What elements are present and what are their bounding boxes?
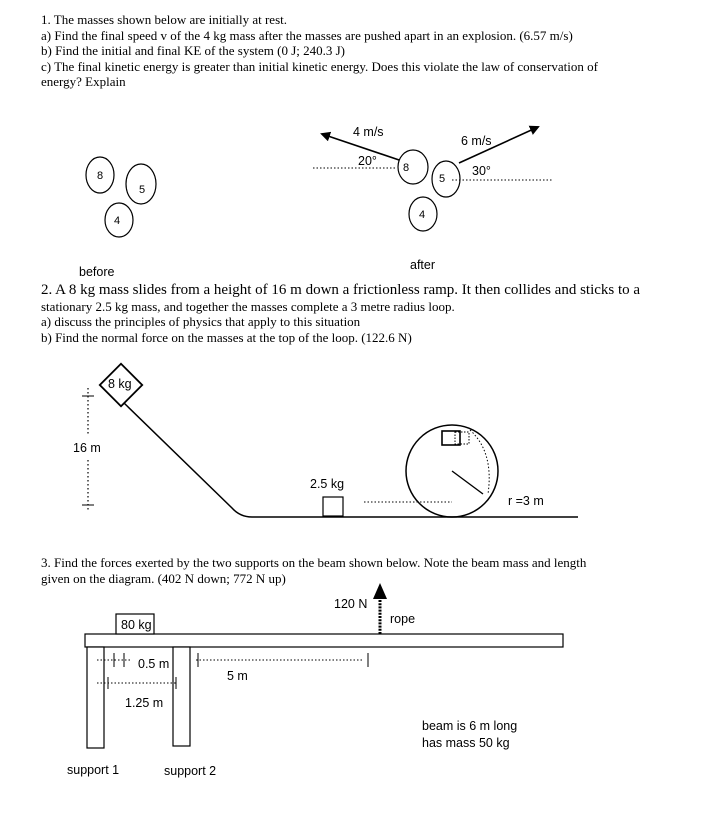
- support-2-label: support 2: [164, 764, 217, 778]
- q2-line: b) Find the normal force on the masses at the top of the loop. (122.6 N): [41, 329, 412, 345]
- support-2: [173, 647, 190, 746]
- angle-8-label: 20°: [358, 154, 377, 168]
- after-mass-8-label: 8: [402, 162, 410, 174]
- speed-8-label: 4 m/s: [353, 125, 384, 139]
- after-mass-5-label: 5: [438, 173, 446, 185]
- q1-line: b) Find the initial and final KE of the system (0 J; 240.3 J): [41, 43, 346, 59]
- q1-line: energy? Explain: [41, 74, 126, 90]
- radius-label: r =3 m: [508, 494, 544, 508]
- force-arrowhead: [373, 583, 387, 599]
- q1-line: 1. The masses shown below are initially at rest.: [41, 12, 287, 27]
- q3-line: 3. Find the forces exerted by the two supports on the beam shown below. Note the beam mass and length: [41, 555, 587, 570]
- beam-note-mass: has mass 50 kg: [422, 736, 510, 750]
- after-label: after: [410, 258, 436, 272]
- before-label: before: [79, 265, 115, 279]
- support-1: [87, 647, 104, 748]
- beam-note-length: beam is 6 m long: [422, 719, 518, 733]
- q3-line: given on the diagram. (402 N down; 772 N up): [41, 570, 286, 586]
- q2-line: stationary 2.5 kg mass, and together the masses complete a 3 metre radius loop.: [41, 298, 455, 314]
- block-8kg-label: 8 kg: [108, 377, 132, 391]
- speed-5-label: 6 m/s: [461, 134, 492, 148]
- dist-0-5m-label: 0.5 m: [138, 657, 170, 671]
- q1-line: a) Find the final speed v of the 4 kg mass after the masses are pushed apart in an explosion. (6.57 m/s): [41, 27, 573, 43]
- block-2-5kg-label: 2.5 kg: [310, 477, 345, 491]
- dist-5m-label: 5 m: [227, 669, 248, 683]
- before-mass-4-label: 4: [113, 215, 121, 227]
- support-1-label: support 1: [67, 763, 120, 777]
- q1-line: c) The final kinetic energy is greater than initial kinetic energy. Does this violate the law of conservation of: [41, 58, 598, 74]
- before-mass-5-label: 5: [138, 184, 146, 196]
- height-label: 16 m: [73, 441, 101, 455]
- rope-label: rope: [390, 612, 416, 626]
- mass-80kg-label: 80 kg: [121, 618, 152, 632]
- dist-1-25m-label: 1.25 m: [125, 696, 164, 710]
- after-mass-4-label: 4: [418, 209, 426, 221]
- angle-5-label: 30°: [472, 164, 491, 178]
- before-mass-8-label: 8: [96, 170, 104, 182]
- q2-line-first: 2. A 8 kg mass slides from a height of 16 m down a frictionless ramp. It then collides and sticks to a: [41, 282, 641, 298]
- q2-line: a) discuss the principles of physics that apply to this situation: [41, 314, 361, 330]
- beam: [85, 634, 563, 647]
- force-label: 120 N: [334, 597, 368, 611]
